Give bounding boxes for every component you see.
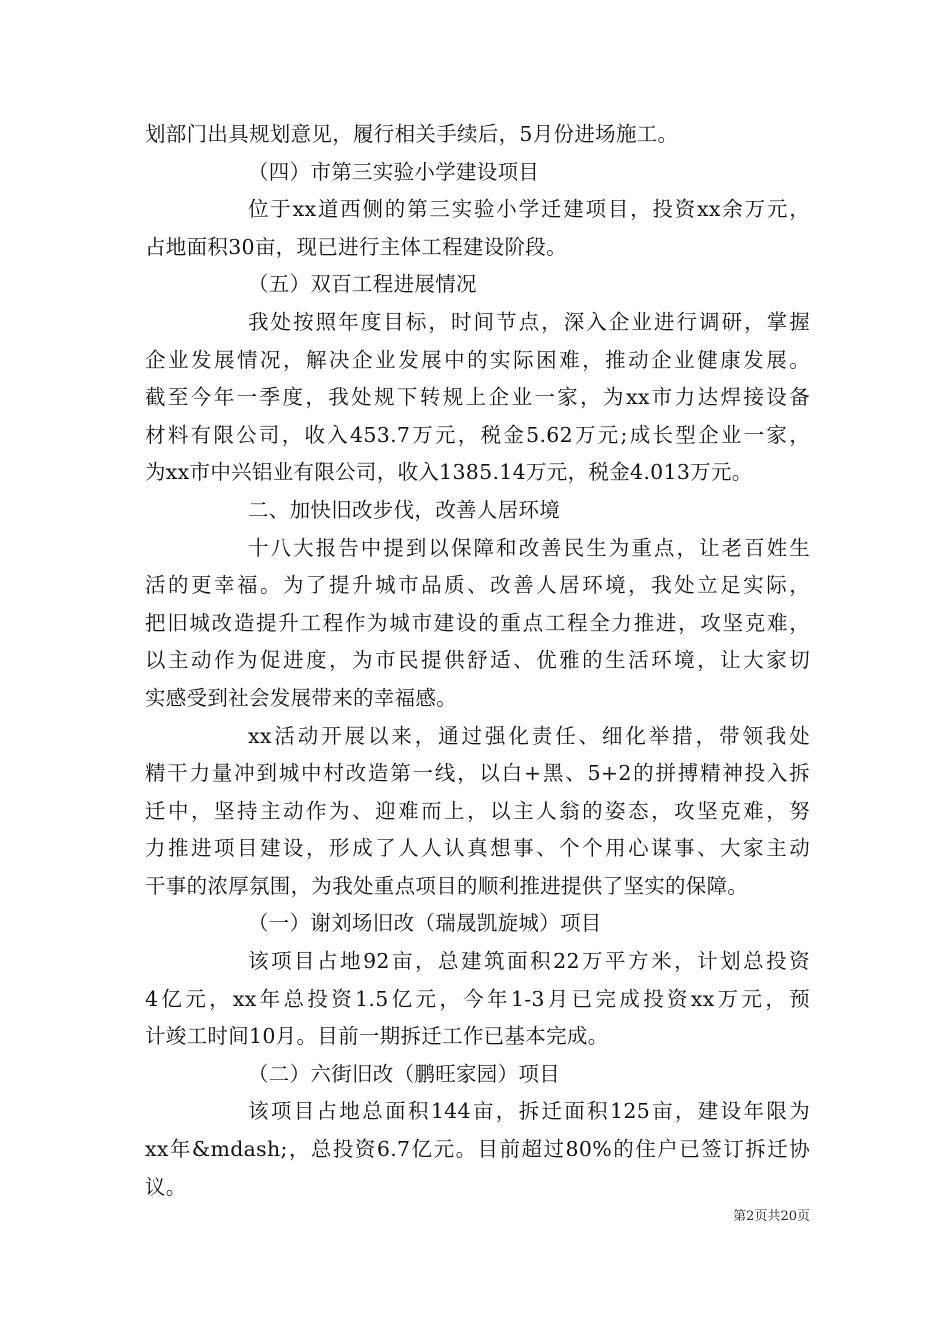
text-line: 干事的浓厚氛围，为我处重点项目的顺利推进提供了坚实的保障。 xyxy=(145,873,749,898)
text-line: 位于xx道西侧的第三实验小学迁建项目，投资xx余万元， xyxy=(248,197,810,222)
text-line: 该项目占地总面积144亩，拆迁面积125亩，建设年限为 xyxy=(248,1099,810,1124)
text-line: 截至今年一季度，我处规下转规上企业一家，为xx市力达焊接设备 xyxy=(145,385,810,410)
text-line: 十八大报告中提到以保障和改善民生为重点，让老百姓生 xyxy=(248,535,810,560)
text-line: 迁中，坚持主动作为、迎难而上，以主人翁的姿态，攻坚克难，努 xyxy=(145,798,810,823)
page-number: 第2页共20页 xyxy=(733,1209,810,1224)
text-line: 实感受到社会发展带来的幸福感。 xyxy=(145,685,457,710)
text-line: 以主动作为促进度，为市民提供舒适、优雅的生活环境，让大家切 xyxy=(145,648,810,673)
body-text xyxy=(145,116,810,1206)
text-line: 材料有限公司，收入453.7万元，税金5.62万元;成长型企业一家， xyxy=(145,422,810,447)
text-line: 精干力量冲到城中村改造第一线，以白+黑、5+2的拼搏精神投入拆 xyxy=(145,761,810,786)
section-heading: （一）谢刘场旧改（瑞晟凯旋城）项目 xyxy=(248,911,602,936)
text-line: 力推进项目建设，形成了人人认真想事、个个用心谋事、大家主动 xyxy=(145,836,810,861)
text-line: 划部门出具规划意见，履行相关手续后，5月份进场施工。 xyxy=(145,122,679,146)
text-line: 该项目占地92亩，总建筑面积22万平方米，计划总投资 xyxy=(248,949,810,974)
text-line: 把旧城改造提升工程作为城市建设的重点工程全力推进，攻坚克难， xyxy=(145,610,810,635)
section-heading: （二）六街旧改（鹏旺家园）项目 xyxy=(248,1061,560,1086)
text-line: 占地面积30亩，现已进行主体工程建设阶段。 xyxy=(145,234,567,259)
section-heading: 二、加快旧改步伐，改善人居环境 xyxy=(248,497,560,522)
text-line: 企业发展情况，解决企业发展中的实际困难，推动企业健康发展。 xyxy=(145,347,810,372)
text-line: 活的更幸福。为了提升城市品质、改善人居环境，我处立足实际， xyxy=(145,573,810,598)
text-line: 为xx市中兴铝业有限公司，收入1385.14万元，税金4.013万元。 xyxy=(145,460,753,485)
section-heading: （四）市第三实验小学建设项目 xyxy=(248,159,540,184)
text-line: 4亿元，xx年总投资1.5亿元，今年1-3月已完成投资xx万元，预 xyxy=(145,986,810,1011)
text-line: xx活动开展以来，通过强化责任、细化举措，带领我处 xyxy=(248,723,810,748)
text-line: xx年&mdash;，总投资6.7亿元。目前超过80%的住户已签订拆迁协 xyxy=(145,1137,810,1162)
section-heading: （五）双百工程进展情况 xyxy=(248,272,477,297)
text-line: 议。 xyxy=(145,1174,187,1199)
text-line: 计竣工时间10月。目前一期拆迁工作已基本完成。 xyxy=(145,1024,609,1049)
text-line: 我处按照年度目标，时间节点，深入企业进行调研，掌握 xyxy=(248,309,810,334)
